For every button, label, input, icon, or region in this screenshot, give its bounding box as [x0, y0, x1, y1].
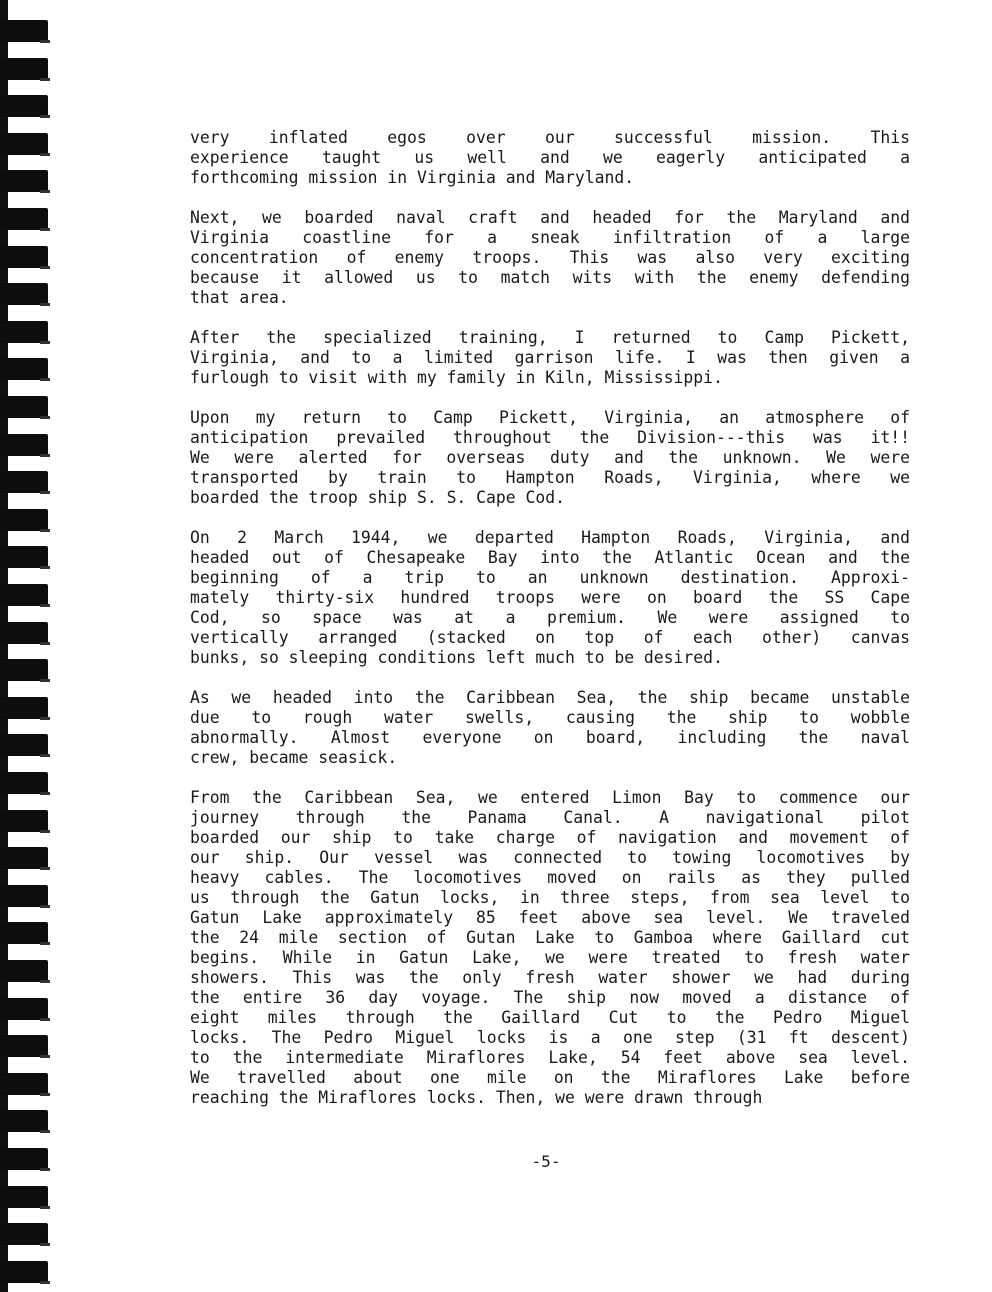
binding-ring	[0, 434, 48, 456]
binding-ring	[0, 998, 48, 1020]
text-line: mately thirty-six hundred troops were on board the SS Cape	[190, 588, 910, 607]
text-line: boarded our ship to take charge of navigation and movement of	[190, 828, 910, 847]
binding-ring	[0, 283, 48, 305]
text-line: vertically arranged (stacked on top of each other) canvas	[190, 628, 910, 647]
body-text	[190, 128, 910, 1128]
binding-ring	[0, 546, 48, 568]
binding-ring	[0, 246, 48, 268]
paragraph	[190, 208, 910, 308]
text-line: eight miles through the Gaillard Cut to the Pedro Miguel	[190, 1008, 910, 1027]
binding-ring	[0, 1110, 48, 1132]
text-line: From the Caribbean Sea, we entered Limon Bay to commence our	[190, 788, 910, 807]
paragraph	[190, 328, 910, 388]
text-line: Cod, so space was at a premium. We were assigned to	[190, 608, 910, 627]
text-line: beginning of a trip to an unknown destination. Approxi-	[190, 568, 910, 587]
text-line: our ship. Our vessel was connected to towing locomotives by	[190, 848, 910, 867]
text-line: the entire 36 day voyage. The ship now moved a distance of	[190, 988, 910, 1007]
binding-ring	[0, 659, 48, 681]
page-number: -5-	[531, 1152, 561, 1171]
binding-ring	[0, 1223, 48, 1245]
text-line: furlough to visit with my family in Kiln, Mississippi.	[190, 368, 723, 387]
binding-ring	[0, 170, 48, 192]
binding-ring	[0, 622, 48, 644]
paragraph	[190, 528, 910, 668]
text-line: concentration of enemy troops. This was also very exciting	[190, 248, 910, 267]
text-line: very inflated egos over our successful mission. This	[190, 128, 910, 147]
text-line: journey through the Panama Canal. A navigational pilot	[190, 808, 910, 827]
binding-ring	[0, 471, 48, 493]
binding-ring	[0, 58, 48, 80]
paragraph	[190, 408, 910, 508]
text-line: Virginia coastline for a sneak infiltration of a large	[190, 228, 910, 247]
binding-ring	[0, 810, 48, 832]
text-line: As we headed into the Caribbean Sea, the ship became unstable	[190, 688, 910, 707]
text-line: forthcoming mission in Virginia and Maryland.	[190, 168, 635, 187]
binding-ring	[0, 133, 48, 155]
text-line: We were alerted for overseas duty and the unknown. We were	[190, 448, 910, 467]
text-line: On 2 March 1944, we departed Hampton Roads, Virginia, and	[190, 528, 910, 547]
text-line: bunks, so sleeping conditions left much to be desired.	[190, 648, 723, 667]
text-line: transported by train to Hampton Roads, Virginia, where we	[190, 468, 910, 487]
paragraph	[190, 128, 910, 188]
binding-ring	[0, 885, 48, 907]
text-line: reaching the Miraflores locks. Then, we were drawn through	[190, 1088, 763, 1107]
binding-ring	[0, 358, 48, 380]
binding-ring	[0, 1261, 48, 1283]
binding-ring	[0, 321, 48, 343]
binding-ring	[0, 1186, 48, 1208]
binding-ring	[0, 1035, 48, 1057]
paragraph	[190, 688, 910, 768]
text-line: experience taught us well and we eagerly anticipated a	[190, 148, 910, 167]
text-line: crew, became seasick.	[190, 748, 398, 767]
spiral-binding	[0, 0, 52, 1292]
text-line: After the specialized training, I returned to Camp Pickett,	[190, 328, 910, 347]
text-line: anticipation prevailed throughout the Division---this was it!!	[190, 428, 910, 447]
binding-ring	[0, 734, 48, 756]
binding-ring	[0, 396, 48, 418]
text-line: to the intermediate Miraflores Lake, 54 feet above sea level.	[190, 1048, 910, 1067]
text-line: headed out of Chesapeake Bay into the Atlantic Ocean and the	[190, 548, 910, 567]
binding-ring	[0, 509, 48, 531]
text-line: Gatun Lake approximately 85 feet above sea level. We traveled	[190, 908, 910, 927]
binding-ring	[0, 847, 48, 869]
text-line: showers. This was the only fresh water shower we had during	[190, 968, 910, 987]
binding-ring	[0, 1073, 48, 1095]
text-line: abnormally. Almost everyone on board, including the naval	[190, 728, 910, 747]
binding-ring	[0, 20, 48, 42]
binding-ring	[0, 584, 48, 606]
text-line: boarded the troop ship S. S. Cape Cod.	[190, 488, 565, 507]
text-line: locks. The Pedro Miguel locks is a one step (31 ft descent)	[190, 1028, 910, 1047]
text-line: that area.	[190, 288, 289, 307]
text-line: us through the Gatun locks, in three steps, from sea level to	[190, 888, 910, 907]
binding-ring	[0, 95, 48, 117]
text-line: Virginia, and to a limited garrison life. I was then given a	[190, 348, 910, 367]
text-line: because it allowed us to match wits with the enemy defending	[190, 268, 910, 287]
paragraph	[190, 788, 910, 1108]
binding-ring	[0, 960, 48, 982]
binding-ring	[0, 697, 48, 719]
text-line: begins. While in Gatun Lake, we were treated to fresh water	[190, 948, 910, 967]
text-line: due to rough water swells, causing the ship to wobble	[190, 708, 910, 727]
text-line: Upon my return to Camp Pickett, Virginia, an atmosphere of	[190, 408, 910, 427]
binding-edge	[0, 0, 8, 1292]
binding-ring	[0, 922, 48, 944]
binding-ring	[0, 208, 48, 230]
text-line: Next, we boarded naval craft and headed for the Maryland and	[190, 208, 910, 227]
text-line: the 24 mile section of Gutan Lake to Gamboa where Gaillard cut	[190, 928, 910, 947]
binding-ring	[0, 772, 48, 794]
text-line: heavy cables. The locomotives moved on rails as they pulled	[190, 868, 910, 887]
text-line: We travelled about one mile on the Miraflores Lake before	[190, 1068, 910, 1087]
